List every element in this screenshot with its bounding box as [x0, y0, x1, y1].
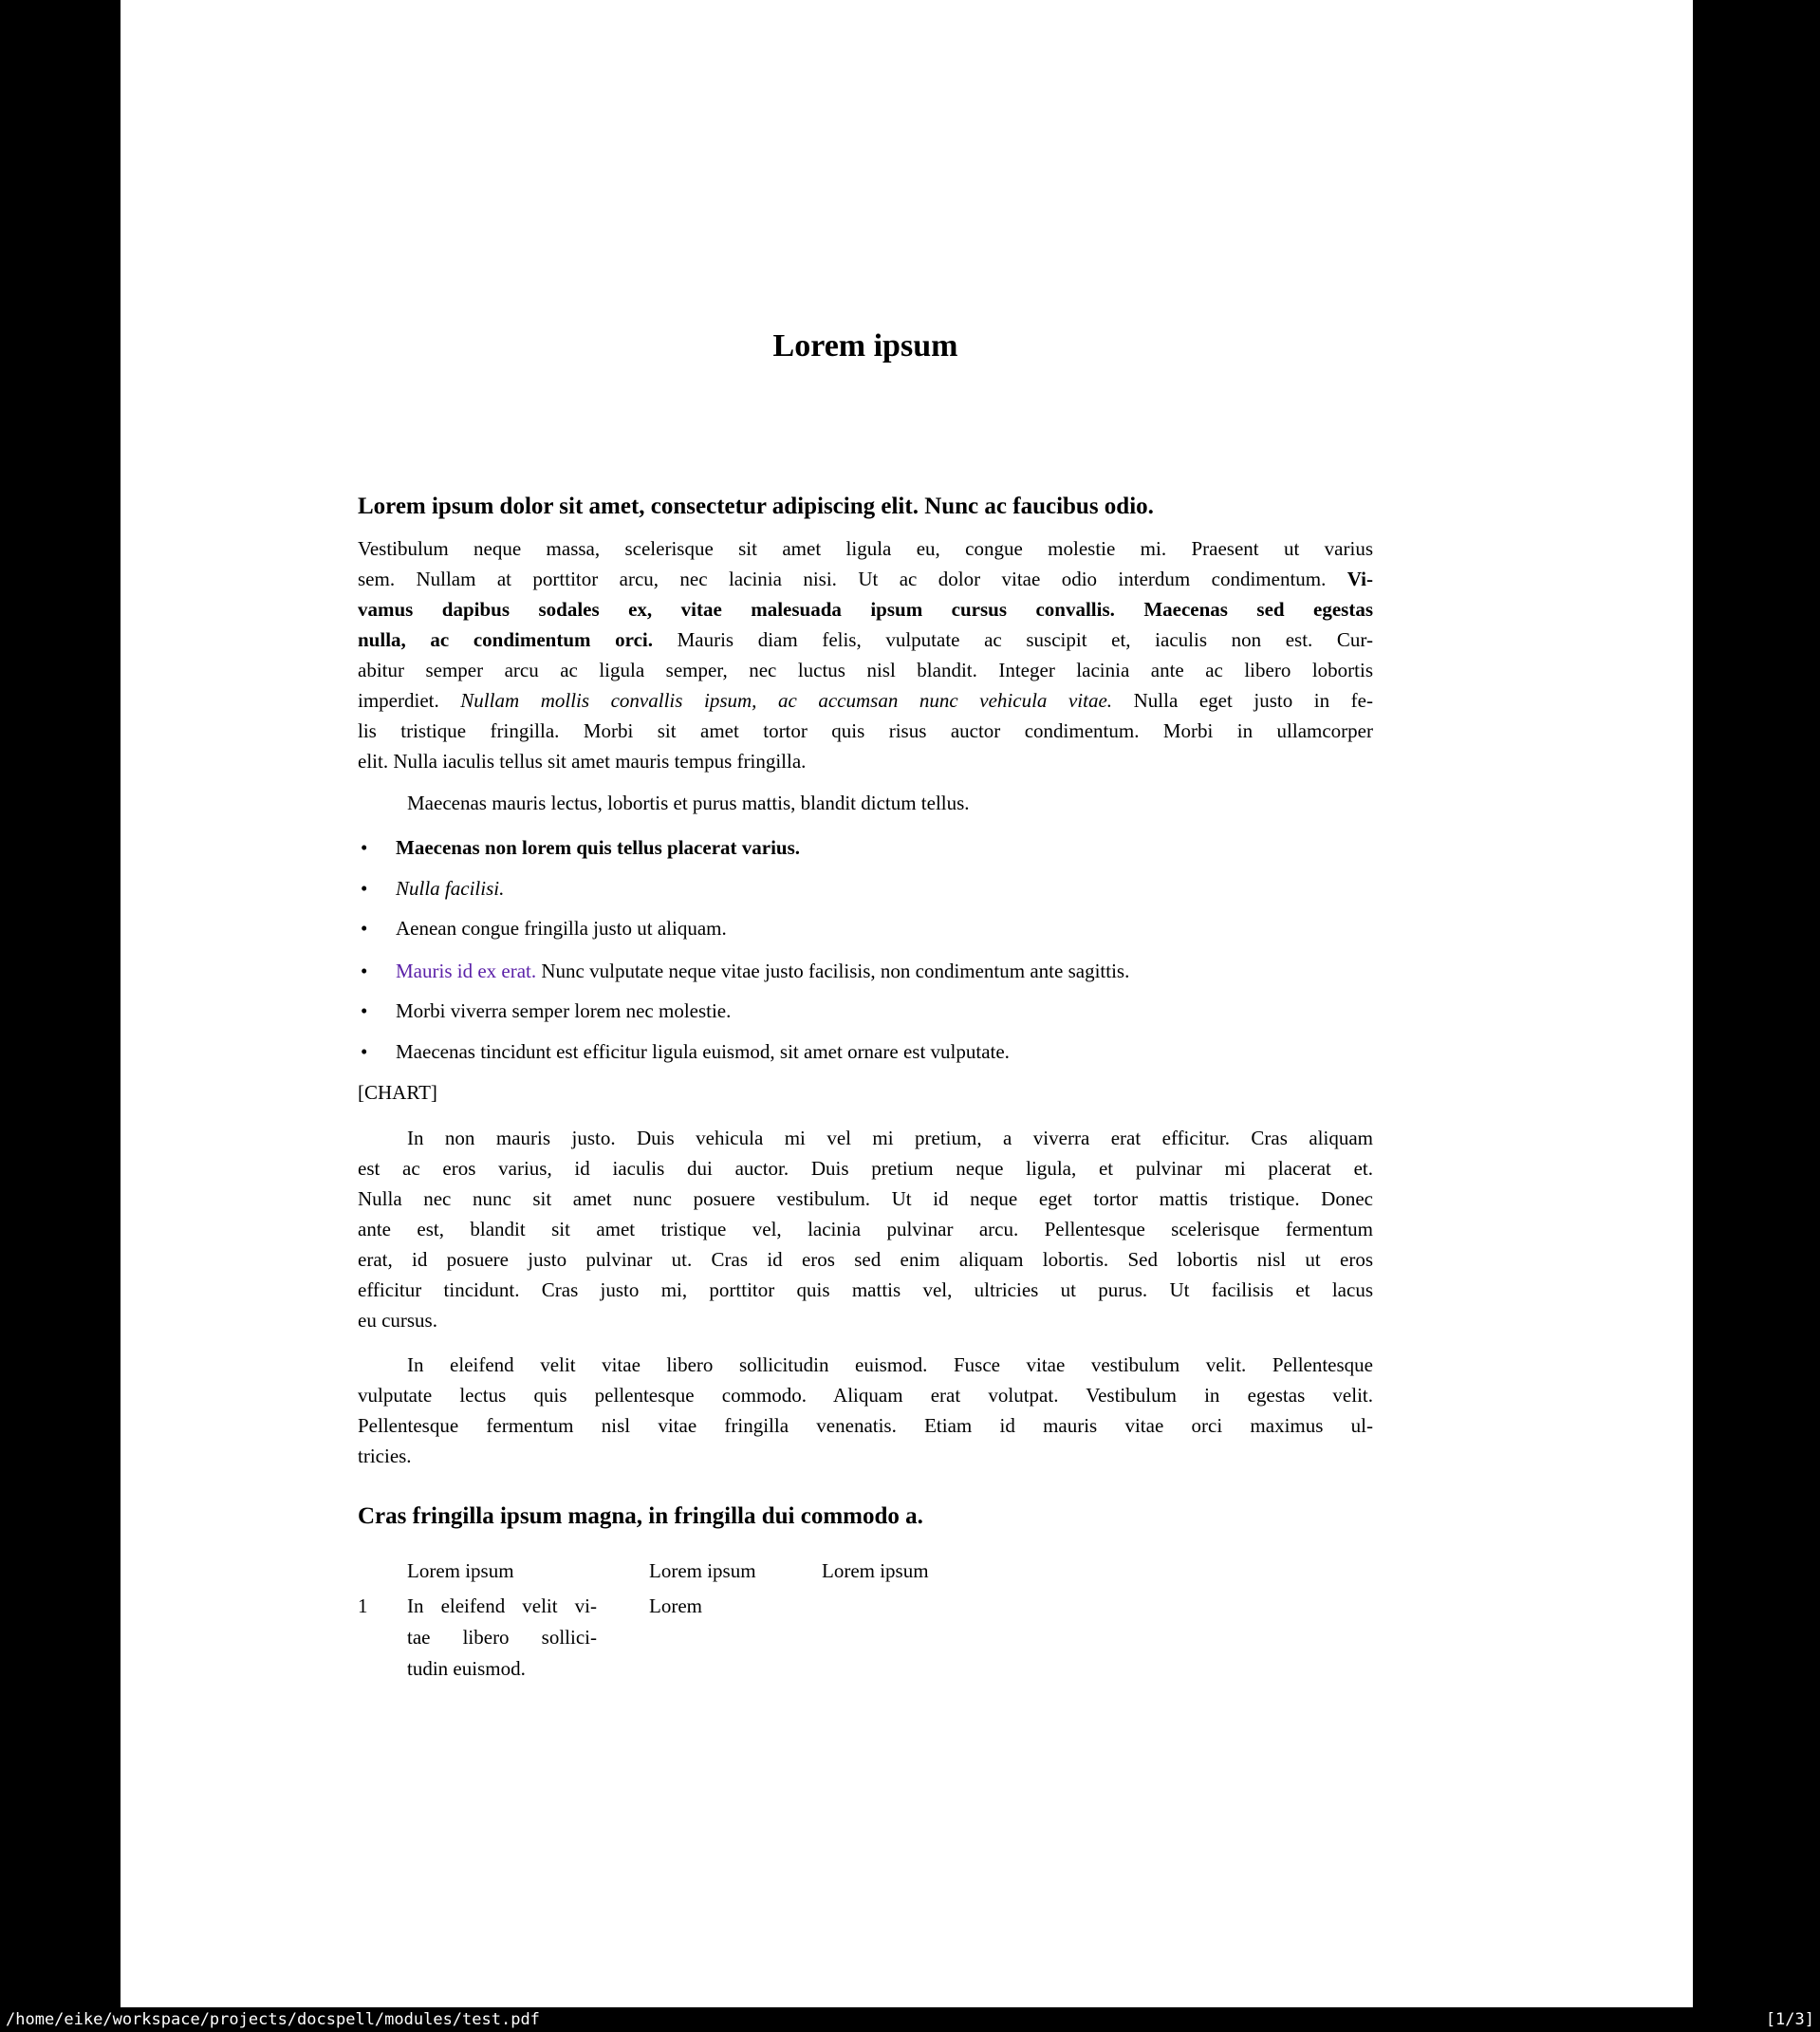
- bullet-icon: •: [361, 999, 368, 1022]
- text-segment-bold: nulla, ac condimentum orci.: [358, 628, 653, 651]
- text-line: Nulla nec nunc sit amet nunc posuere vestibulum. Ut id neque eget tortor mattis tristique. Donec: [358, 1187, 1373, 1210]
- text-segment: Mauris diam felis, vulputate ac suscipit et, iaculis non est. Cur-: [652, 628, 1374, 651]
- bullet-icon: •: [361, 960, 368, 982]
- paragraph-2: [358, 788, 1373, 818]
- list-item-text-bold: Maecenas non lorem quis tellus placerat varius.: [396, 836, 801, 859]
- table-cell-line: tudin euismod.: [407, 1657, 526, 1680]
- text-segment-italic: Nullam mollis convallis ipsum, ac accumsan nunc vehicula vitae.: [460, 689, 1113, 712]
- pdf-page[interactable]: [121, 0, 1693, 2007]
- list-item: [358, 1036, 1373, 1067]
- text-segment: Nulla eget justo in fe-: [1112, 689, 1373, 712]
- table-cell-line: In eleifend velit vi-: [407, 1594, 597, 1617]
- text-line: efficitur tincidunt. Cras justo mi, porttitor quis mattis vel, ultricies ut purus. Ut facilisis et lacus: [358, 1278, 1373, 1301]
- bullet-icon: •: [361, 917, 368, 940]
- status-bar: [0, 2007, 1820, 2032]
- paragraph-4: [358, 1350, 1373, 1471]
- list-item: [358, 956, 1373, 986]
- bullet-icon: •: [361, 877, 368, 900]
- text-line: est ac eros varius, id iaculis dui auctor. Duis pretium neque ligula, et pulvinar mi placerat et.: [358, 1157, 1373, 1180]
- paragraph-1: [358, 533, 1373, 776]
- document-title: Lorem ipsum: [772, 328, 958, 364]
- text-line: [358, 685, 1373, 716]
- text-line-bold: vamus dapibus sodales ex, vitae malesuada ipsum cursus convallis. Maecenas sed egestas: [358, 598, 1373, 621]
- table-row-number: 1: [358, 1594, 368, 1617]
- list-item: [358, 873, 1373, 904]
- text-line: In non mauris justo. Duis vehicula mi vel mi pretium, a viverra erat efficitur. Cras aliquam: [407, 1127, 1373, 1149]
- pdf-hyperlink[interactable]: Mauris id ex erat.: [396, 960, 537, 982]
- text-line: Pellentesque fermentum nisl vitae fringilla venenatis. Etiam id mauris vitae orci maximus ul-: [358, 1414, 1373, 1437]
- table-cell-line: tae libero sollici-: [407, 1626, 597, 1649]
- file-path: /home/eike/workspace/projects/docspell/modules/test.pdf: [6, 2010, 540, 2029]
- text-segment: imperdiet.: [358, 689, 461, 712]
- list-item: [358, 996, 1373, 1026]
- list-item: [358, 913, 1373, 943]
- text-line: erat, id posuere justo pulvinar ut. Cras id eros sed enim aliquam lobortis. Sed lobortis nisl ut eros: [358, 1248, 1373, 1271]
- section-heading-2: Cras fringilla ipsum magna, in fringilla dui commodo a.: [358, 1503, 923, 1529]
- list-item-text-italic: Nulla facilisi.: [396, 877, 505, 900]
- list-item-text: Morbi viverra semper lorem nec molestie.: [396, 999, 732, 1022]
- text-line: ante est, blandit sit amet tristique vel, lacinia pulvinar arcu. Pellentesque scelerisque fermentum: [358, 1218, 1373, 1240]
- table-cell: Lorem: [649, 1594, 702, 1617]
- text-line: elit. Nulla iaculis tellus sit amet mauris tempus fringilla.: [358, 750, 807, 773]
- text-line: [358, 625, 1373, 655]
- text-line: Vestibulum neque massa, scelerisque sit amet ligula eu, congue molestie mi. Praesent ut varius: [358, 537, 1373, 560]
- list-item-text: Maecenas tincidunt est efficitur ligula euismod, sit amet ornare est vulputate.: [396, 1040, 1010, 1063]
- list-item: [358, 832, 1373, 863]
- table-column-header: Lorem ipsum: [649, 1559, 756, 1582]
- bullet-icon: •: [361, 836, 368, 859]
- text-line: tricies.: [358, 1445, 412, 1467]
- text-line: eu cursus.: [358, 1309, 437, 1332]
- section-heading-1: Lorem ipsum dolor sit amet, consectetur adipiscing elit. Nunc ac faucibus odio.: [358, 494, 1154, 519]
- text-line: Maecenas mauris lectus, lobortis et purus mattis, blandit dictum tellus.: [407, 792, 970, 814]
- table-column-header: Lorem ipsum: [407, 1559, 514, 1582]
- text-line: abitur semper arcu ac ligula semper, nec luctus nisl blandit. Integer lacinia ante ac libero lobortis: [358, 659, 1373, 681]
- page-indicator: [1/3]: [1765, 2010, 1814, 2029]
- paragraph-3: [358, 1123, 1373, 1335]
- list-item-text: Nunc vulputate neque vitae justo facilisis, non condimentum ante sagittis.: [536, 960, 1130, 982]
- table-cell: [407, 1591, 597, 1685]
- text-segment: sem. Nullam at porttitor arcu, nec lacinia nisi. Ut ac dolor vitae odio interdum condimentum.: [358, 568, 1347, 590]
- text-line: lis tristique fringilla. Morbi sit amet tortor quis risus auctor condimentum. Morbi in ullamcorper: [358, 719, 1373, 742]
- table-column-header: Lorem ipsum: [822, 1559, 929, 1582]
- bullet-icon: •: [361, 1040, 368, 1063]
- text-line: vulputate lectus quis pellentesque commodo. Aliquam erat volutpat. Vestibulum in egestas velit.: [358, 1384, 1373, 1407]
- text-line: [358, 564, 1373, 594]
- chart-placeholder: [CHART]: [358, 1081, 437, 1104]
- list-item-text: Aenean congue fringilla justo ut aliquam.: [396, 917, 727, 940]
- page-content: [358, 0, 1373, 2007]
- text-line: In eleifend velit vitae libero sollicitudin euismod. Fusce vitae vestibulum velit. Pellentesque: [407, 1353, 1373, 1376]
- text-segment-bold: Vi-: [1346, 568, 1373, 590]
